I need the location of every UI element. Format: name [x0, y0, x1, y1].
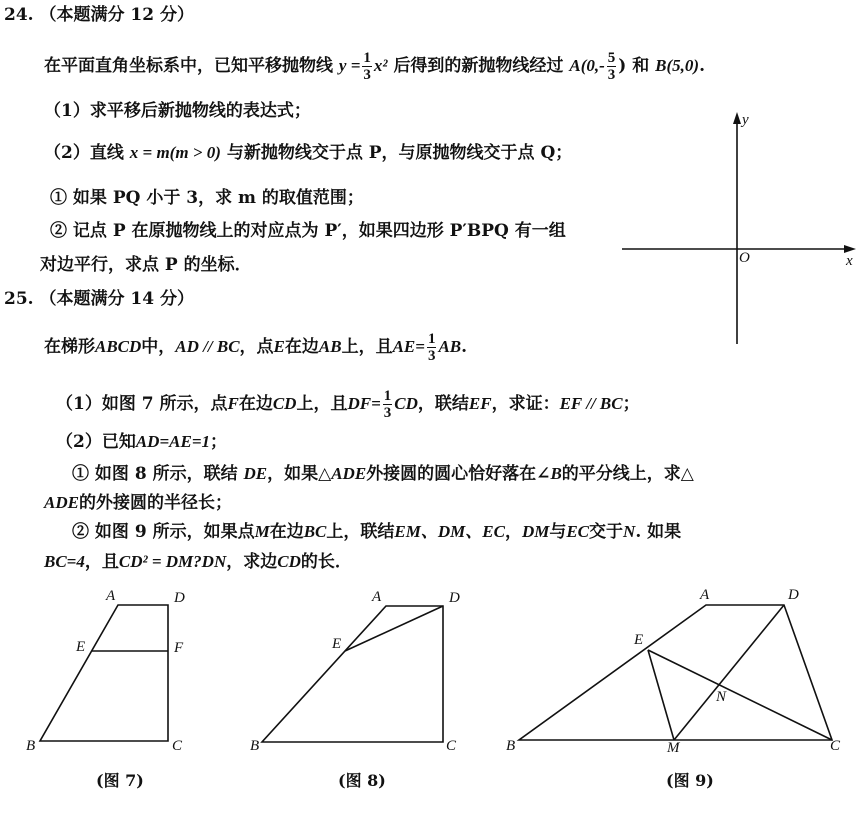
q24-part2-ii-cont: 对边平行，求点 P 的坐标．: [40, 255, 252, 275]
q25-part1: （1）如图 7 所示，点F在边CD上，且DF= $\frac{1}{3}$ CD，联结EF，求证：EF // BC；: [56, 388, 640, 421]
q24-fraction-5-3: $\frac{5}{3}$: [607, 50, 616, 83]
fig9-trapezoid: [519, 605, 832, 740]
q25-part1-fraction: $\frac{1}{3}$: [383, 388, 392, 421]
fig9-segment-EM: [648, 650, 674, 740]
fig8-caption: (图 8): [338, 771, 386, 790]
fig7-label-C: C: [172, 738, 183, 754]
fig7-label-A: A: [106, 588, 116, 604]
q24-part2-i: ① 如果 PQ 小于 3，求 m 的取值范围；: [50, 188, 364, 208]
q25-header: 25. （本题满分 14 分）: [4, 289, 194, 309]
fig8-label-A: A: [372, 589, 382, 605]
fig7-label-F: F: [174, 640, 184, 656]
x-axis-arrow: [844, 245, 856, 253]
y-axis-arrow: [733, 112, 741, 124]
fig8-label-B: B: [250, 738, 260, 754]
fig9-label-D: D: [788, 587, 799, 603]
q25-part2-ii-cont: BC=4，且CD² = DM?DN，求边CD的长．: [44, 552, 352, 572]
fig9-segment-DM: [674, 605, 784, 740]
coordinate-axes: [620, 108, 862, 344]
q25-part2-i-cont: ADE的外接圆的半径长；: [44, 493, 232, 513]
q24-part2-ii: ② 记点 P 在原抛物线上的对应点为 P′，如果四边形 P′BPQ 有一组: [50, 221, 566, 241]
fig7-label-D: D: [174, 590, 185, 606]
fig9-label-A: A: [700, 587, 710, 603]
figure-9: [506, 587, 841, 756]
fig9-label-M: M: [667, 740, 680, 756]
fig9-label-B: B: [506, 738, 516, 754]
fig8-segment-DE: [345, 606, 443, 651]
q25-part2: （2）已知AD=AE=1；: [56, 432, 228, 452]
fig7-trapezoid: [40, 605, 168, 741]
origin-label: O: [739, 250, 750, 266]
q24-fraction-1-3: $\frac{1}{3}$: [363, 50, 371, 83]
fig8-label-D: D: [449, 590, 460, 606]
figure-7: [26, 588, 185, 754]
fig7-caption: (图 7): [96, 771, 144, 790]
fig9-label-C: C: [830, 738, 841, 754]
fig8-label-E: E: [332, 636, 342, 652]
q24-stem: 在平面直角坐标系中，已知平移抛物线 y = $\frac{1}{3}$ x² 后得到的新抛物线经过 A(0,- $\frac{5}{3}$ ) 和 B(5,0).: [44, 50, 706, 83]
fig8-label-C: C: [446, 738, 457, 754]
fig9-caption: (图 9): [666, 771, 714, 790]
q25-fraction-1-3: $\frac{1}{3}$: [427, 331, 436, 364]
fig9-label-E: E: [634, 632, 644, 648]
q25-stem: 在梯形ABCD中，AD // BC，点E在边AB上，且AE= $\frac{1}{3}$ AB.: [44, 331, 468, 364]
q24-header: 24. （本题满分 12 分）: [4, 5, 194, 25]
fig9-label-N: N: [716, 689, 727, 705]
figure-8: [250, 589, 460, 754]
q25-part2-ii: ② 如图 9 所示，如果点M在边BC上，联结EM、DM、EC，DM与EC交于N. 如果: [72, 522, 682, 542]
q24-part1: （1）求平移后新抛物线的表达式；: [44, 101, 311, 121]
y-axis-label: y: [742, 112, 749, 128]
x-axis-label: x: [846, 253, 853, 269]
q24-part2: （2）直线 x = m(m > 0) 与新抛物线交于点 P，与原抛物线交于点 Q；: [44, 143, 573, 163]
fig7-label-B: B: [26, 738, 36, 754]
fig7-label-E: E: [76, 639, 86, 655]
fig8-trapezoid: [262, 606, 443, 742]
q25-part2-i: ① 如图 8 所示，联结 DE，如果△ADE外接圆的圆心恰好落在∠B的平分线上，求△: [72, 464, 694, 484]
